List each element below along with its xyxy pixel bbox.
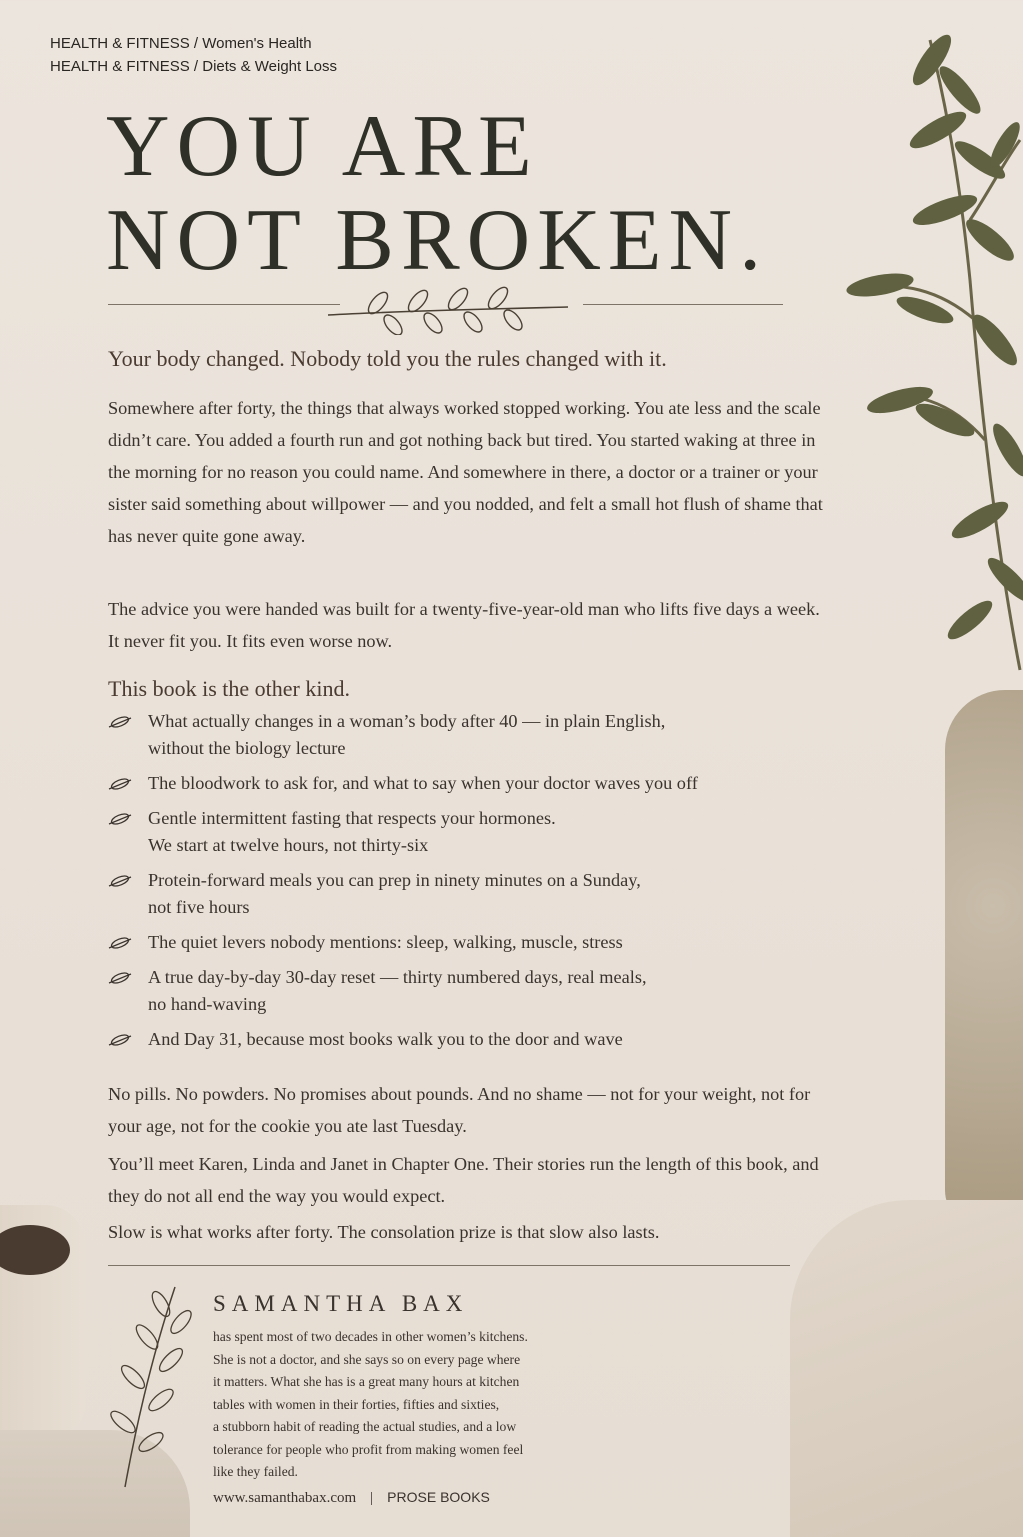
list-item (108, 964, 828, 1018)
author-sprig-ornament (95, 1282, 195, 1492)
list-item-line-1: Gentle intermittent fasting that respects your hormones. (148, 808, 556, 828)
list-item (108, 929, 828, 956)
publisher-name: PROSE BOOKS (387, 1489, 490, 1505)
closing-paragraph-1: No pills. No powders. No promises about pounds. And no shame — not for your weight, not for your age, not for the cookie you ate last Tuesday. (108, 1084, 811, 1136)
author-bio (213, 1326, 643, 1484)
bio-line: She is not a doctor, and she says so on every page where (213, 1351, 521, 1367)
list-item-line-1: A true day-by-day 30-day reset — thirty numbered days, real meals, (148, 967, 647, 987)
footer (213, 1489, 490, 1507)
lead-sentence: Your body changed. Nobody told you the rules changed with it. (108, 346, 667, 371)
leaf-bullet-icon (108, 936, 132, 950)
category-line-2: HEALTH & FITNESS / Diets & Weight Loss (50, 58, 338, 75)
bio-line: like they failed. (213, 1464, 298, 1479)
list-item (108, 867, 828, 921)
list-item-line-1: And Day 31, because most books walk you to the door and wave (148, 1029, 623, 1049)
bio-line: tables with women in their forties, fifties and sixties, (213, 1396, 500, 1412)
linen-cloth-illustration (790, 1200, 1023, 1537)
list-item-line-1: The bloodwork to ask for, and what to say when your doctor waves you off (148, 773, 698, 793)
footer-separator: | (370, 1490, 374, 1506)
bio-line: has spent most of two decades in other women’s kitchens. (213, 1329, 528, 1344)
list-item (108, 1026, 828, 1053)
leaf-bullet-icon (108, 1033, 132, 1047)
body-paragraph-1: Somewhere after forty, the things that always worked stopped working. You ate less and the scale didn’t care. You added a fourth run and got nothing back but tired. You started waking at three in the morning for no reason you could name. And somewhere in there, a doctor or a trainer or your sister said something about willpower — and you nodded, and felt a small hot flush of shame that has never quite gone away. (108, 398, 823, 546)
list-item-line-2: not five hours (148, 897, 250, 917)
list-item-line-1: Protein-forward meals you can prep in ninety minutes on a Sunday, (148, 870, 641, 890)
list-item-line-2: without the biology lecture (148, 738, 346, 758)
author-divider (108, 1265, 790, 1266)
list-subheading: This book is the other kind. (108, 676, 350, 701)
book-headline (106, 100, 866, 288)
bio-line: it matters. What she has is a great many hours at kitchen (213, 1374, 520, 1389)
list-item (108, 805, 828, 859)
list-item (108, 770, 828, 797)
divider-right (583, 304, 783, 305)
bio-line: tolerance for people who profit from making women feel (213, 1441, 524, 1457)
category-line-1: HEALTH & FITNESS / Women's Health (50, 35, 312, 52)
list-item-line-2: We start at twelve hours, not thirty-six (148, 835, 429, 855)
author-website-link[interactable]: www.samanthabax.com (213, 1490, 357, 1506)
feature-list (108, 708, 828, 1061)
divider-left (108, 304, 340, 305)
body-paragraph-2: The advice you were handed was built for a twenty-five-year-old man who lifts five days a week. It never fit you. It fits even worse now. (108, 599, 820, 651)
list-item-line-2: no hand-waving (148, 994, 267, 1014)
leaf-bullet-icon (108, 971, 132, 985)
list-item-line-1: What actually changes in a woman’s body after 40 — in plain English, (148, 711, 666, 731)
bio-line: a stubborn habit of reading the actual studies, and a low (213, 1419, 517, 1434)
headline-line-1: YOU ARE (106, 98, 539, 195)
closing-paragraph-2: You’ll meet Karen, Linda and Janet in Chapter One. Their stories run the length of this book, and they do not all end the way you would expect. (108, 1154, 819, 1206)
leaf-bullet-icon (108, 777, 132, 791)
leaf-sprig-ornament (318, 285, 578, 335)
leaf-bullet-icon (108, 715, 132, 729)
author-name: SAMANTHA BAX (213, 1291, 469, 1316)
list-item (108, 708, 828, 762)
stone-vase-illustration (945, 690, 1023, 1230)
closing-paragraph-3: Slow is what works after forty. The consolation prize is that slow also lasts. (108, 1222, 660, 1242)
leaf-bullet-icon (108, 874, 132, 888)
leaf-bullet-icon (108, 812, 132, 826)
list-item-line-1: The quiet levers nobody mentions: sleep, walking, muscle, stress (148, 932, 623, 952)
headline-line-2: NOT BROKEN. (106, 192, 769, 289)
